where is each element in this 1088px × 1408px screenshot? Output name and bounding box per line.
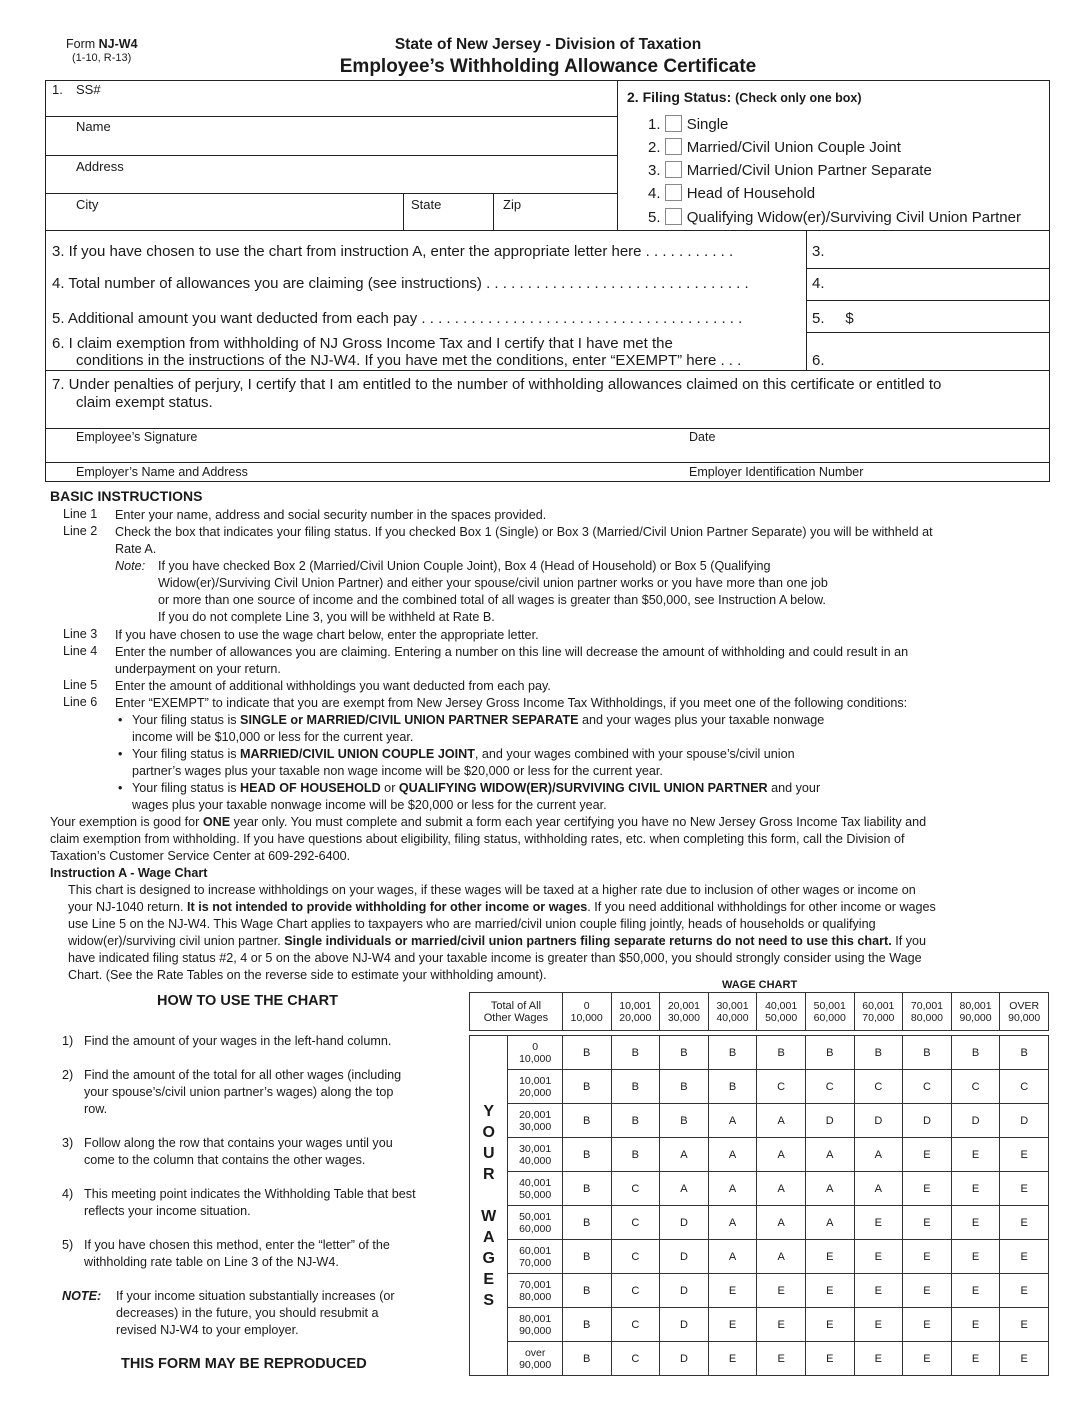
col-low: 20,001: [667, 999, 700, 1012]
bullet-2-text: Your filing status is MARRIED/CIVIL UNION COUPLE JOINT, and your wages combined with your spouse’s/civil union: [132, 747, 795, 761]
chart-cell: A: [708, 1206, 757, 1240]
chart-cell: E: [951, 1138, 1000, 1172]
chart-cell: E: [951, 1172, 1000, 1206]
agency-title: State of New Jersey - Division of Taxation: [394, 36, 702, 53]
row-high: 90,000: [519, 1358, 552, 1371]
chart-column-header: [562, 993, 611, 1031]
side-letter: G: [482, 1249, 495, 1267]
col-high: 60,000: [813, 1011, 846, 1024]
chart-cell: D: [660, 1274, 709, 1308]
chart-corner-header: [470, 993, 563, 1031]
chart-cell: A: [708, 1104, 757, 1138]
row-low: over: [524, 1346, 546, 1359]
chart-cell: A: [757, 1206, 806, 1240]
note-text: If you have checked Box 2 (Married/Civil Union Couple Joint), Box 4 (Head of Household) or Box 5 (Qualifying: [158, 559, 771, 573]
chart-cell: E: [805, 1308, 854, 1342]
chart-column-header: [708, 993, 757, 1031]
line-3-text: 3. If you have chosen to use the chart from instruction A, enter the appropriate letter here . . . . . . . . . . .: [52, 243, 734, 260]
chart-cell: C: [757, 1070, 806, 1104]
chart-cell: D: [660, 1342, 709, 1376]
row-low: 0: [532, 1040, 539, 1053]
step-number: 3): [62, 1136, 74, 1150]
filing-option-married-joint[interactable]: 2. Married/Civil Union Couple Joint: [648, 139, 901, 156]
note-line: decreases) in the future, you should resubmit a: [116, 1306, 379, 1320]
row-low: 70,001: [519, 1278, 552, 1291]
chart-cell: E: [854, 1274, 903, 1308]
step-text: reflects your income situation.: [84, 1204, 251, 1218]
row-high: 90,000: [519, 1324, 552, 1337]
row-high: 60,000: [519, 1222, 552, 1235]
row-low: 80,001: [519, 1312, 552, 1325]
filing-option-qualifying-widow[interactable]: 5. Qualifying Widow(er)/Surviving Civil Union Partner: [648, 209, 1021, 226]
chart-cell: E: [805, 1274, 854, 1308]
chart-cell: D: [660, 1206, 709, 1240]
row-high: 20,000: [519, 1086, 552, 1099]
instruction-a-text: use Line 5 on the NJ-W4. This Wage Chart applies to taxpayers who are married/civil union couple filing jointly, heads of households or qualifying: [68, 917, 876, 931]
chart-cell: E: [1000, 1138, 1049, 1172]
line-label: Line 1: [63, 507, 98, 521]
side-letter: R: [482, 1165, 495, 1183]
form-id: Form NJ-W4: [66, 37, 138, 51]
col-low: 40,001: [765, 999, 798, 1012]
chart-row-header: [508, 1138, 562, 1172]
corner-line: Total of All: [490, 999, 542, 1012]
step-text: Find the amount of the total for all other wages (including: [84, 1068, 402, 1082]
note-line: If your income situation substantially increases (or: [116, 1289, 395, 1303]
col-low: 80,001: [959, 999, 992, 1012]
col-high: 80,000: [910, 1011, 944, 1024]
col-low: 60,001: [862, 999, 895, 1012]
employer-id-field[interactable]: Employer Identification Number: [689, 465, 864, 479]
chart-cell: E: [951, 1342, 1000, 1376]
chart-cell: A: [660, 1172, 709, 1206]
checkbox[interactable]: [665, 115, 682, 132]
instr-line5: Enter the amount of additional withholdings you want deducted from each pay.: [115, 679, 551, 693]
chart-column-header: [951, 993, 1000, 1031]
chart-cell: E: [757, 1342, 806, 1376]
chart-column-header: [1000, 993, 1049, 1031]
chart-cell: C: [611, 1206, 660, 1240]
step-text: come to the column that contains the other wages.: [84, 1153, 366, 1167]
wage-chart-table: [469, 992, 1049, 1376]
col-high: 20,000: [619, 1011, 652, 1024]
chart-cell: B: [562, 1240, 611, 1274]
instr-line4-cont: underpayment on your return.: [115, 662, 281, 676]
row-high: 70,000: [519, 1256, 552, 1269]
chart-row-header: [508, 1206, 562, 1240]
line-6-field[interactable]: 6.: [812, 352, 825, 369]
line-3-field[interactable]: 3.: [812, 243, 825, 260]
step-text: row.: [84, 1102, 108, 1116]
form-revision: (1-10, R-13): [72, 52, 132, 64]
chart-cell: E: [854, 1206, 903, 1240]
chart-column-header: [805, 993, 854, 1031]
chart-cell: E: [1000, 1206, 1049, 1240]
chart-cell: E: [903, 1342, 952, 1376]
note-label: NOTE:: [62, 1289, 102, 1303]
bullet-2-text-cont: partner’s wages plus your taxable non wage income will be $20,000 or less for the current year.: [132, 764, 663, 778]
chart-row-header: [508, 1070, 562, 1104]
chart-cell: B: [708, 1070, 757, 1104]
chart-cell: B: [708, 1036, 757, 1070]
chart-cell: E: [757, 1308, 806, 1342]
col-low: 10,001: [619, 999, 652, 1012]
col-low: 50,001: [813, 999, 846, 1012]
corner-line: Other Wages: [483, 1011, 549, 1024]
address-label: Address: [76, 159, 124, 174]
side-letter: S: [483, 1291, 495, 1309]
line-7-text-cont: claim exempt status.: [76, 394, 213, 411]
chart-cell: E: [805, 1240, 854, 1274]
row-high: 50,000: [519, 1188, 552, 1201]
side-letter: O: [482, 1123, 495, 1141]
line-label: Line 5: [63, 678, 98, 692]
bullet-1: •: [118, 713, 123, 727]
chart-cell: C: [611, 1274, 660, 1308]
chart-cell: A: [757, 1240, 806, 1274]
chart-cell: B: [611, 1036, 660, 1070]
line-4-text: 4. Total number of allowances you are claiming (see instructions) . . . . . . . . . . . . . . . . . . . . . . . . . . . . . . . .: [52, 275, 749, 292]
chart-cell: B: [903, 1036, 952, 1070]
chart-cell: B: [562, 1104, 611, 1138]
instruction-a-text: Chart. (See the Rate Tables on the reverse side to estimate your withholding amount).: [68, 968, 547, 982]
chart-cell: E: [903, 1308, 952, 1342]
chart-cell: E: [903, 1206, 952, 1240]
line-5-field[interactable]: 5. $: [812, 310, 854, 327]
instr-line6: Enter “EXEMPT” to indicate that you are exempt from New Jersey Gross Income Tax Withholdings, if you meet one of the following conditions:: [115, 696, 908, 710]
side-letter: W: [481, 1207, 497, 1225]
chart-cell: B: [951, 1036, 1000, 1070]
chart-cell: C: [611, 1172, 660, 1206]
filing-option-head-of-household[interactable]: 4. Head of Household: [648, 185, 816, 202]
chart-cell: B: [562, 1138, 611, 1172]
chart-cell: B: [562, 1308, 611, 1342]
col-low: 30,001: [716, 999, 749, 1012]
checkbox[interactable]: [665, 138, 682, 155]
side-letter: [470, 1185, 507, 1206]
chart-cell: B: [660, 1036, 709, 1070]
chart-cell: C: [611, 1240, 660, 1274]
chart-cell: C: [1000, 1070, 1049, 1104]
bullet-1-text: Your filing status is SINGLE or MARRIED/CIVIL UNION PARTNER SEPARATE and your wages plus your taxable nonwage: [132, 713, 825, 727]
chart-cell: B: [562, 1070, 611, 1104]
chart-cell: E: [708, 1274, 757, 1308]
chart-cell: B: [660, 1070, 709, 1104]
checkbox[interactable]: [665, 208, 682, 225]
chart-cell: E: [708, 1308, 757, 1342]
employee-signature-field[interactable]: Employee’s Signature: [76, 430, 198, 444]
chart-row-header: [508, 1274, 562, 1308]
note-text: Widow(er)/Surviving Civil Union Partner) and either your spouse/civil union partner works or you have more than one job: [158, 576, 828, 590]
exemption-text-cont: Taxation’s Customer Service Center at 609-292-6400.: [50, 849, 351, 863]
chart-cell: B: [660, 1104, 709, 1138]
chart-cell: E: [903, 1240, 952, 1274]
chart-cell: A: [805, 1172, 854, 1206]
checkbox[interactable]: [665, 161, 682, 178]
instr-line1: Enter your name, address and social security number in the spaces provided.: [115, 508, 547, 522]
instr-line3: If you have chosen to use the wage chart below, enter the appropriate letter.: [115, 628, 539, 642]
chart-column-header: [660, 993, 709, 1031]
chart-cell: D: [1000, 1104, 1049, 1138]
line-7-text: 7. Under penalties of perjury, I certify that I am entitled to the number of withholding allowances claimed on this certificate or entitled to: [52, 376, 942, 393]
chart-column-header: [903, 993, 952, 1031]
filing-option-married-separate[interactable]: 3. Married/Civil Union Partner Separate: [648, 162, 932, 179]
chart-cell: A: [708, 1172, 757, 1206]
chart-row-header: [508, 1342, 562, 1376]
chart-cell: E: [1000, 1342, 1049, 1376]
chart-cell: A: [708, 1240, 757, 1274]
chart-cell: C: [854, 1070, 903, 1104]
chart-cell: E: [854, 1240, 903, 1274]
chart-cell: C: [611, 1308, 660, 1342]
step-text: If you have chosen this method, enter the “letter” of the: [84, 1238, 390, 1252]
row-low: 50,001: [519, 1210, 552, 1223]
chart-row-header: [508, 1172, 562, 1206]
chart-column-header: [611, 993, 660, 1031]
chart-cell: B: [805, 1036, 854, 1070]
line-label: Line 3: [63, 627, 98, 641]
form-title: Employee’s Withholding Allowance Certificate: [339, 56, 757, 77]
chart-cell: A: [854, 1172, 903, 1206]
line-6-text: 6. I claim exemption from withholding of NJ Gross Income Tax and I certify that I have met the: [52, 335, 673, 352]
line-label: Line 6: [63, 695, 98, 709]
chart-cell: C: [903, 1070, 952, 1104]
instr-line2: Check the box that indicates your filing status. If you checked Box 1 (Single) or Box 3 (Married/Civil Union Partner Separate) you will be withheld at: [115, 525, 933, 539]
chart-cell: B: [562, 1172, 611, 1206]
instruction-a-text: widow(er)/surviving civil union partner. Single individuals or married/civil union partners filing separate returns do not need to use this chart. If you: [68, 934, 927, 948]
step-text: your spouse’s/civil union partner’s wages) along the top: [84, 1085, 394, 1099]
city-label: City: [76, 197, 99, 212]
chart-cell: A: [708, 1138, 757, 1172]
chart-cell: B: [562, 1206, 611, 1240]
chart-cell: B: [611, 1104, 660, 1138]
col-low: 0: [583, 999, 590, 1012]
chart-column-header: [854, 993, 903, 1031]
chart-cell: B: [1000, 1036, 1049, 1070]
chart-cell: E: [951, 1308, 1000, 1342]
chart-cell: E: [757, 1274, 806, 1308]
chart-cell: C: [805, 1070, 854, 1104]
row-low: 60,001: [519, 1244, 552, 1257]
checkbox[interactable]: [665, 184, 682, 201]
filing-option-single[interactable]: 1. Single: [648, 116, 729, 133]
line-5-text: 5. Additional amount you want deducted from each pay . . . . . . . . . . . . . . . . . . . . . . . . . . . . . . . . . . . . . . .: [52, 310, 743, 327]
how-to-title: HOW TO USE THE CHART: [157, 993, 338, 1009]
line-6-text-cont: conditions in the instructions of the NJ-W4. If you have met the conditions, enter “EXEMPT” here . . .: [76, 352, 742, 369]
chart-cell: B: [562, 1036, 611, 1070]
col-high: 90,000: [959, 1011, 992, 1024]
chart-cell: B: [611, 1138, 660, 1172]
chart-row-header: [508, 1104, 562, 1138]
chart-cell: E: [903, 1172, 952, 1206]
note-line: revised NJ-W4 to your employer.: [116, 1323, 299, 1337]
exemption-text-cont: claim exemption from withholding. If you have questions about eligibility, filing status, withholding rates, etc. when completing this form, call the Division of: [50, 832, 905, 846]
chart-cell: A: [757, 1172, 806, 1206]
chart-cell: E: [854, 1308, 903, 1342]
chart-cell: D: [854, 1104, 903, 1138]
col-high: 70,000: [862, 1011, 895, 1024]
chart-cell: D: [805, 1104, 854, 1138]
chart-cell: B: [562, 1274, 611, 1308]
note-label: Note:: [115, 559, 146, 573]
instruction-a-text: have indicated filing status #2, 4 or 5 on the above NJ-W4 and your taxable income is greater than $50,000, you should strongly consider using the Wage: [68, 951, 922, 965]
row-low: 10,001: [519, 1074, 552, 1087]
chart-cell: E: [951, 1240, 1000, 1274]
exemption-text: Your exemption is good for ONE year only. You must complete and submit a form each year certifying you have no New Jersey Gross Income Tax liability and: [50, 815, 927, 829]
chart-cell: C: [951, 1070, 1000, 1104]
chart-row-header: [508, 1240, 562, 1274]
chart-cell: A: [854, 1138, 903, 1172]
row-high: 40,000: [519, 1154, 552, 1167]
chart-cell: D: [903, 1104, 952, 1138]
row-high: 30,000: [519, 1120, 552, 1133]
chart-cell: E: [854, 1342, 903, 1376]
chart-column-header: [757, 993, 806, 1031]
instr-line2-cont: Rate A.: [115, 542, 157, 556]
line-4-field[interactable]: 4.: [812, 275, 825, 292]
side-letter: A: [482, 1228, 495, 1246]
chart-cell: A: [757, 1138, 806, 1172]
chart-cell: B: [562, 1342, 611, 1376]
note-text: or more than one source of income and the combined total of all wages is greater than $50,000, see Instruction A below.: [158, 593, 826, 607]
chart-row-header: [508, 1036, 562, 1070]
ssn-label: SS#: [76, 82, 101, 97]
side-letter: E: [483, 1270, 495, 1288]
chart-cell: A: [660, 1138, 709, 1172]
note-text: If you do not complete Line 3, you will be withheld at Rate B.: [158, 610, 495, 624]
reproduce-footer: THIS FORM MAY BE REPRODUCED: [121, 1356, 367, 1372]
bullet-3-text: Your filing status is HEAD OF HOUSEHOLD or QUALIFYING WIDOW(ER)/SURVIVING CIVIL UNION PARTNER and your: [132, 781, 821, 795]
chart-cell: E: [903, 1138, 952, 1172]
date-field[interactable]: Date: [689, 430, 716, 444]
bullet-1-text-cont: income will be $10,000 or less for the current year.: [132, 730, 414, 744]
chart-cell: E: [1000, 1274, 1049, 1308]
step-text: withholding rate table on Line 3 of the NJ-W4.: [84, 1255, 339, 1269]
instruction-a-text: This chart is designed to increase withholdings on your wages, if these wages will be taxed at a higher rate due to inclusion of other wages or income on: [68, 883, 916, 897]
step-text: This meeting point indicates the Withholding Table that best: [84, 1187, 416, 1201]
chart-cell: B: [854, 1036, 903, 1070]
bullet-2: •: [118, 747, 123, 761]
chart-cell: C: [611, 1342, 660, 1376]
chart-cell: D: [951, 1104, 1000, 1138]
instruction-a-title: Instruction A - Wage Chart: [50, 866, 208, 880]
chart-cell: E: [708, 1342, 757, 1376]
step-number: 5): [62, 1238, 74, 1252]
filing-status-title: 2. Filing Status: (Check only one box): [627, 89, 862, 105]
chart-cell: E: [1000, 1240, 1049, 1274]
row-low: 20,001: [519, 1108, 552, 1121]
line-label: Line 2: [63, 524, 98, 538]
chart-cell: A: [805, 1206, 854, 1240]
chart-cell: A: [805, 1138, 854, 1172]
bullet-3-text-cont: wages plus your taxable nonwage income will be $20,000 or less for the current year.: [132, 798, 607, 812]
col-high: 10,000: [570, 1011, 603, 1024]
row-low: 30,001: [519, 1142, 552, 1155]
step-number: 4): [62, 1187, 74, 1201]
chart-cell: D: [660, 1240, 709, 1274]
chart-row-header: [508, 1308, 562, 1342]
chart-cell: E: [951, 1274, 1000, 1308]
zip-label: Zip: [503, 197, 522, 212]
col-high: 30,000: [667, 1011, 700, 1024]
chart-cell: E: [805, 1342, 854, 1376]
line-label: Line 4: [63, 644, 98, 658]
col-high: 40,000: [716, 1011, 749, 1024]
bullet-3: •: [118, 781, 123, 795]
section-number-1: 1.: [52, 82, 63, 97]
chart-cell: A: [757, 1104, 806, 1138]
step-text: Follow along the row that contains your wages until you: [84, 1136, 393, 1150]
col-high: 50,000: [765, 1011, 798, 1024]
step-text: Find the amount of your wages in the left-hand column.: [84, 1034, 392, 1048]
side-letter: U: [482, 1144, 495, 1162]
chart-cell: B: [757, 1036, 806, 1070]
employer-name-address-field[interactable]: Employer’s Name and Address: [76, 465, 248, 479]
chart-cell: E: [1000, 1308, 1049, 1342]
your-wages-side-label: [470, 1036, 508, 1376]
state-label: State: [411, 197, 442, 212]
col-low: 70,001: [910, 999, 944, 1012]
wage-chart-title: WAGE CHART: [722, 979, 798, 991]
chart-cell: E: [951, 1206, 1000, 1240]
row-high: 10,000: [519, 1052, 552, 1065]
step-number: 1): [62, 1034, 74, 1048]
instr-line4: Enter the number of allowances you are claiming. Entering a number on this line will decrease the amount of withholding and could result in an: [115, 645, 909, 659]
side-letter: Y: [483, 1102, 495, 1120]
basic-instructions-title: BASIC INSTRUCTIONS: [50, 488, 203, 504]
col-high: 90,000: [1008, 1011, 1041, 1024]
row-low: 40,001: [519, 1176, 552, 1189]
step-number: 2): [62, 1068, 74, 1082]
row-high: 80,000: [519, 1290, 552, 1303]
chart-cell: D: [660, 1308, 709, 1342]
name-label: Name: [76, 119, 111, 134]
col-low: OVER: [1009, 999, 1040, 1012]
chart-cell: E: [1000, 1172, 1049, 1206]
chart-cell: B: [611, 1070, 660, 1104]
instruction-a-text: your NJ-1040 return. It is not intended to provide withholding for other income or wages. If you need additional withholdings for other income or wages: [68, 900, 936, 914]
chart-cell: E: [903, 1274, 952, 1308]
